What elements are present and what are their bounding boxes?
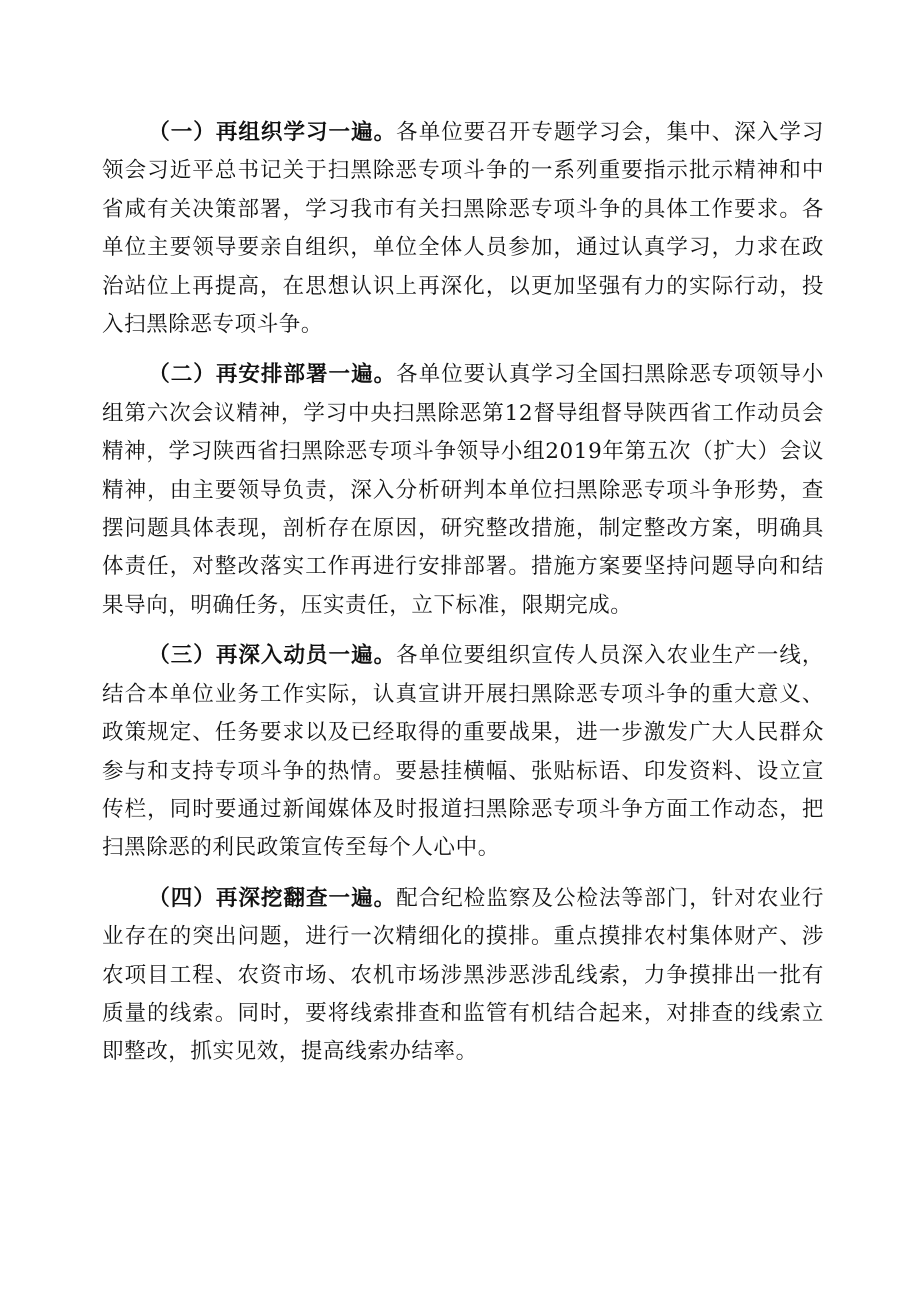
- paragraph-1-text: 各单位要召开专题学习会，集中、深入学习领会习近平总书记关于扫黑除恶专项斗争的一系列重要指示批示精神和中省咸有关决策部署，学习我市有关扫黑除恶专项斗争的具体工作要求。各单位主要领导要亲自组织，单位全体人员参加，通过认真学习，力求在政治站位上再提高，在思想认识上再深化，以更加坚强有力的实际行动，投入扫黑除恶专项斗争。: [102, 120, 824, 338]
- paragraph-4-text: 配合纪检监察及公检法等部门，针对农业行业存在的突出问题，进行一次精细化的摸排。重点摸排农村集体财产、涉农项目工程、农资市场、农机市场涉黑涉恶涉乱线索，力争摸排出一批有质量的线索。同时，要将线索排查和监管有机结合起来，对排查的线索立即整改，抓实见效，提高线索办结率。: [102, 885, 824, 1065]
- paragraph-3-heading: （三）再深入动员一遍。: [148, 643, 397, 669]
- document-body: [102, 114, 824, 1084]
- paragraph-3-text: 各单位要组织宣传人员深入农业生产一线，结合本单位业务工作实际，认真宣讲开展扫黑除恶专项斗争的重大意义、政策规定、任务要求以及已经取得的重要战果，进一步激发广大人民群众参与和支持专项斗争的热情。要悬挂横幅、张贴标语、印发资料、设立宣传栏，同时要通过新闻媒体及时报道扫黑除恶专项斗争方面工作动态，把扫黑除恶的利民政策宣传至每个人心中。: [102, 643, 824, 861]
- paragraph-4: [102, 880, 824, 1072]
- paragraph-2: [102, 356, 824, 625]
- paragraph-1-heading: （一）再组织学习一遍。: [148, 120, 397, 145]
- paragraph-4-heading: （四）再深挖翻查一遍。: [148, 885, 397, 911]
- paragraph-3: [102, 637, 824, 867]
- paragraph-2-heading: （二）再安排部署一遍。: [148, 362, 397, 388]
- paragraph-1: [102, 114, 824, 344]
- paragraph-2-text: 各单位要认真学习全国扫黑除恶专项领导小组第六次会议精神，学习中央扫黑除恶第12督导组督导陕西省工作动员会精神，学习陕西省扫黑除恶专项斗争领导小组2019年第五次（扩大）会议精神，由主要领导负责，深入分析研判本单位扫黑除恶专项斗争形势，查摆问题具体表现，剖析存在原因，研究整改措施，制定整改方案，明确具体责任，对整改落实工作再进行安排部署。措施方案要坚持问题导向和结果导向，明确任务，压实责任，立下标准，限期完成。: [102, 362, 824, 618]
